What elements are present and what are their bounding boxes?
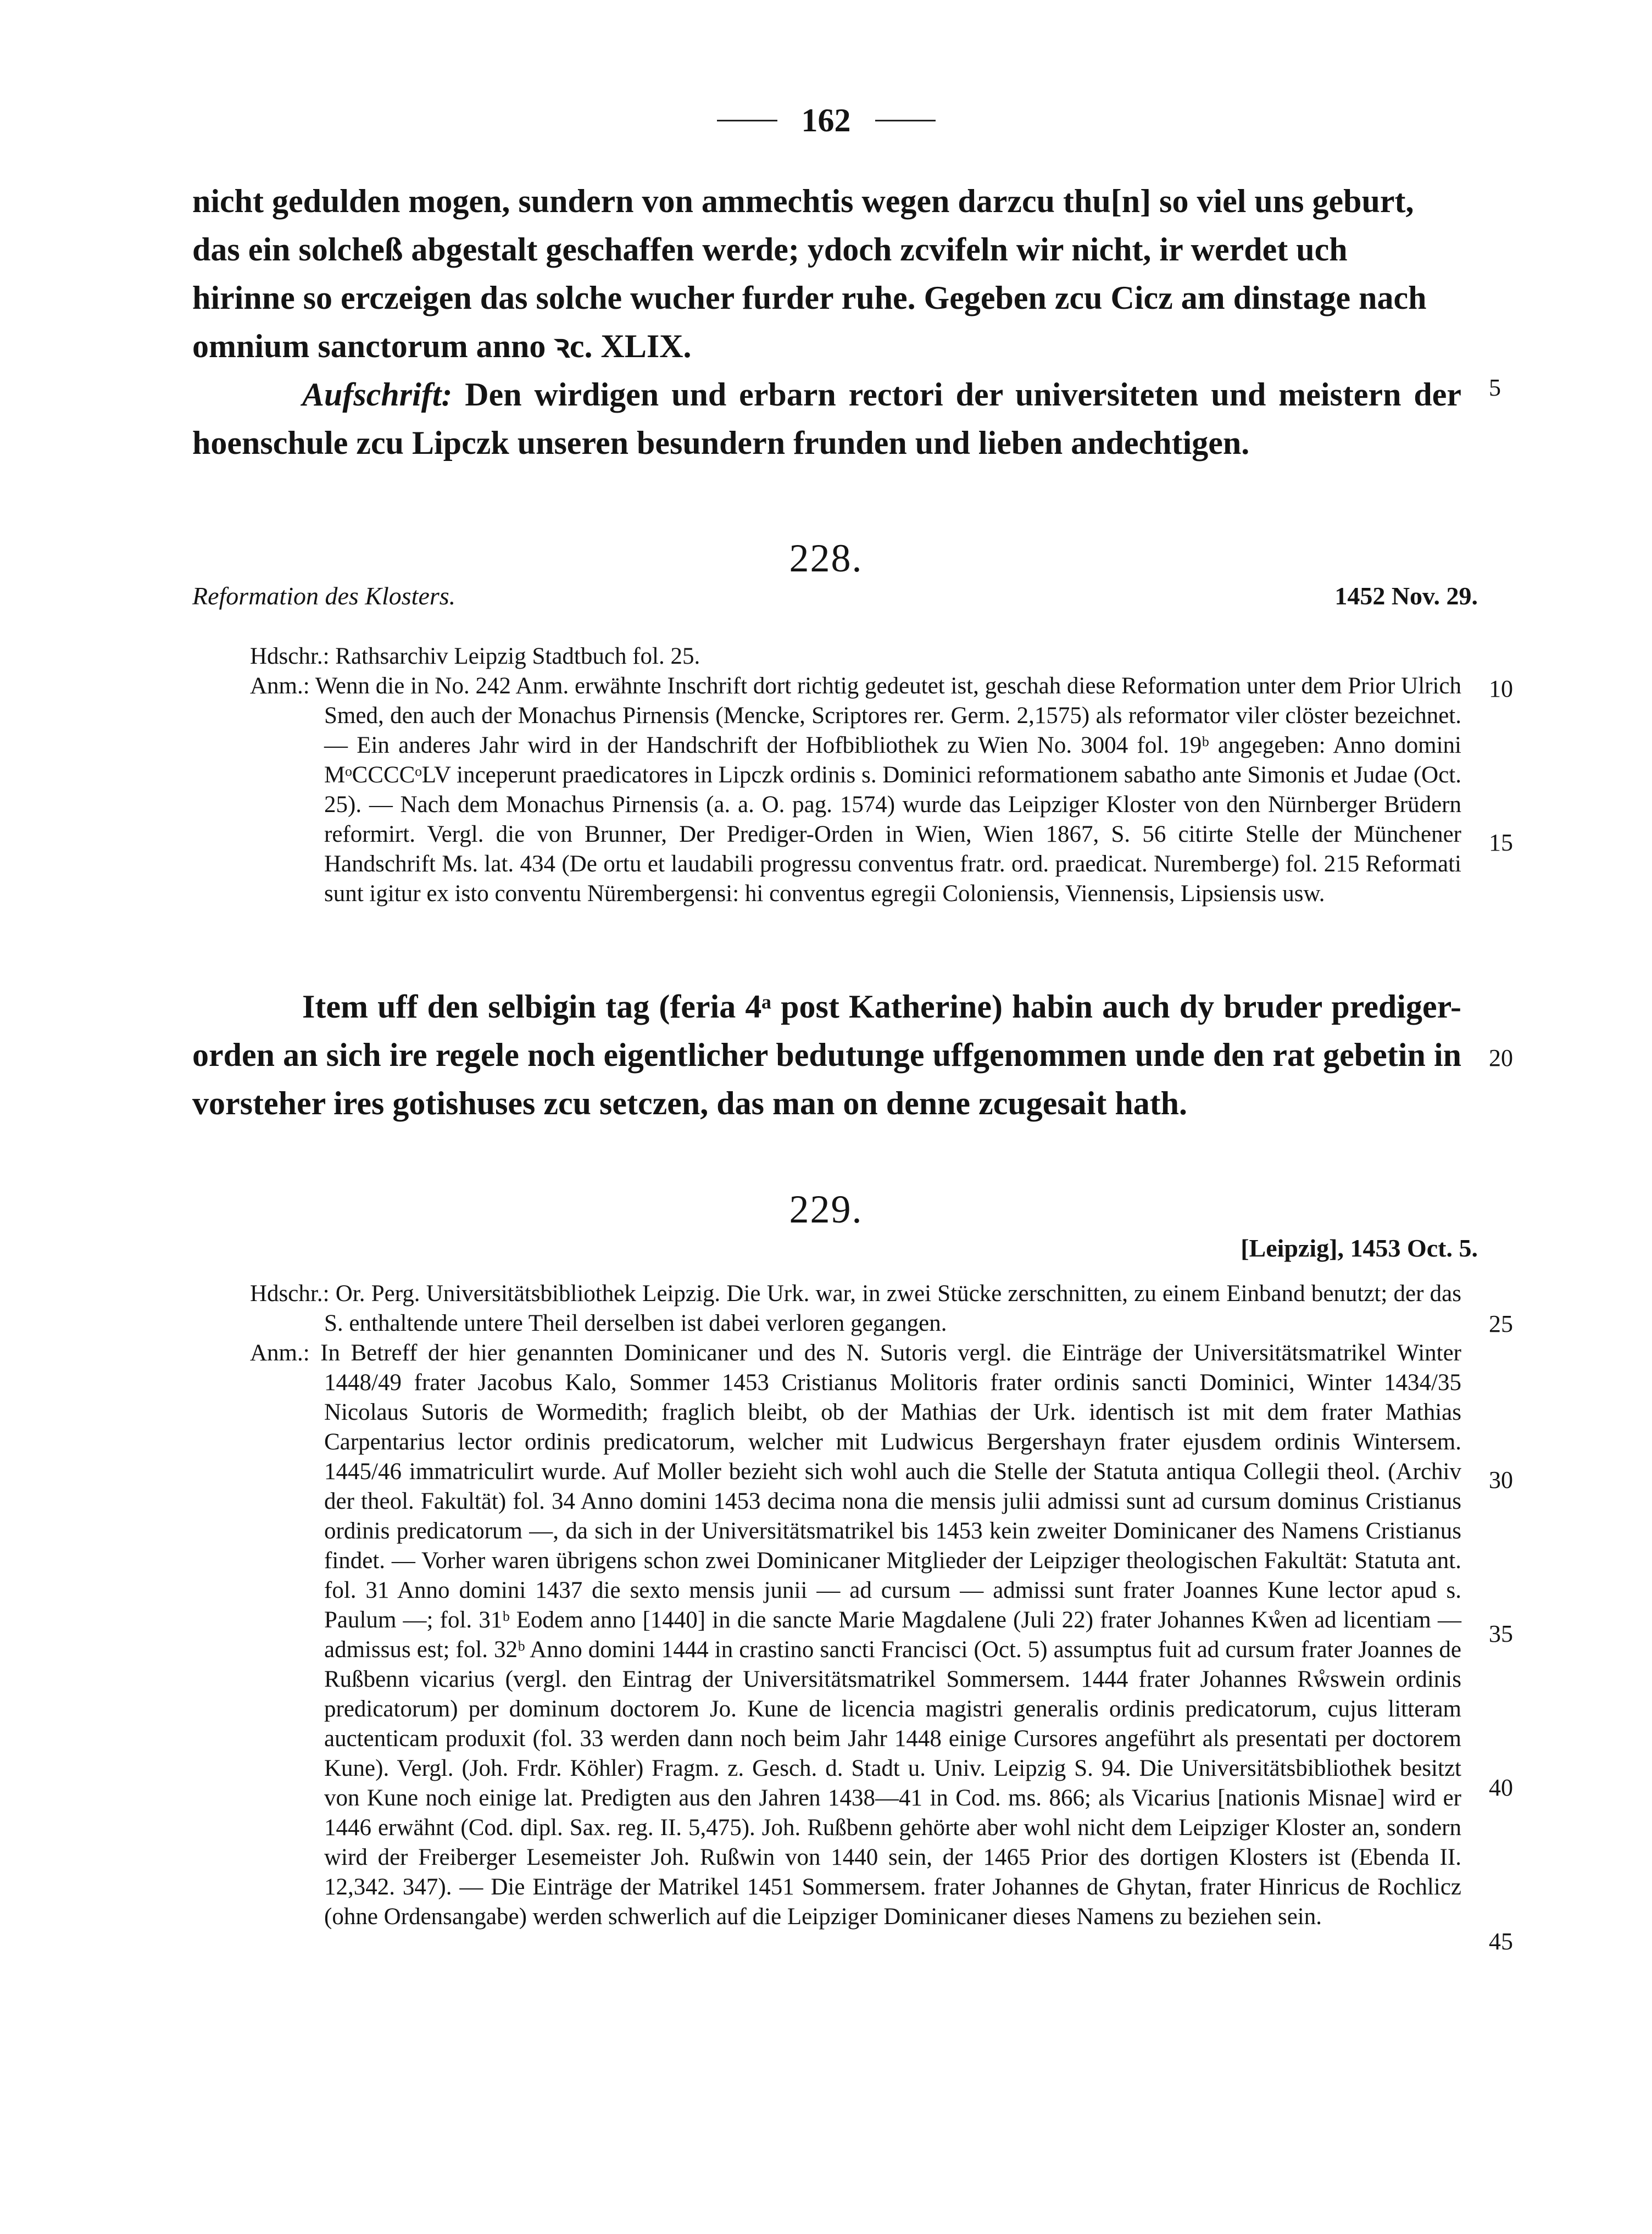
- doc228-title: Reformation des Klosters.: [192, 582, 456, 610]
- line-number: 20: [1489, 1044, 1513, 1071]
- document-number-228: 228.: [789, 536, 863, 580]
- doc228-date: 1452 Nov. 29.: [1334, 582, 1478, 610]
- letter-continuation: [192, 177, 1461, 467]
- line-number: 15: [1489, 829, 1513, 856]
- document-number-229: 229.: [789, 1187, 863, 1231]
- aufschrift-text: Den wirdigen und erbarn rectori der universiteten und meistern der hoenschule zcu Lipczk unseren besundern frunden und lieben andechtigen.: [192, 376, 1462, 461]
- running-head: [0, 102, 1652, 140]
- continuation-line: hirinne so erczeigen das solche wucher furder ruhe. Gegeben zcu Cicz am dinstage nach: [192, 280, 1427, 316]
- doc229-note-anm: Anm.: In Betreff der hier genannten Dominicaner und des N. Sutoris vergl. die Einträge der Universitätsmatrikel Winter 1448/49 frater Jacobus Kalo, Sommer 1453 Cristianus Molitoris frater ordinis sancti Dominici, Winter 1434/35 Nicolaus Sutoris de Wormedith; fraglich bleibt, ob der Mathias der Urk. identisch ist mit dem frater Mathias Carpentarius lector ordinis predicatorum, welcher mit Ludwicus Bergershayn frater ejusdem ordinis Wintersem. 1445/46 immatriculirt wurde. Auf Moller bezieht sich wohl auch die Stelle der Statuta antiqua Collegii theol. (Archiv der theol. Fakultät) fol. 34 Anno domini 1453 decima nona die mensis julii admissi sunt ad cursum dominus Cristianus ordinis predicatorum —, da sich in der Universitätsmatrikel bis 1453 kein zweiter Dominicaner des Namens Cristianus findet. — Vorher waren übrigens schon zwei Dominicaner Mitglieder der Leipziger theologischen Fakultät: Statuta ant. fol. 31 Anno domini 1437 die sexto mensis junii — ad cursum — admissi sunt frater Joannes Kune lector apud s. Paulum —; fol. 31ᵇ Eodem anno [1440] in die sancte Marie Magdalene (Juli 22) frater Johannes Kẘen ad licentiam — admissus est; fol. 32ᵇ Anno domini 1444 in crastino sancti Francisci (Oct. 5) assumptus fuit ad cursum frater Joannes de Rußbenn vicarius (vergl. den Eintrag der Universitätsmatrikel Sommersem. 1444 frater Johannes Rẘswein ordinis predicatorum) per dominum doctorem Jo. Kune de licencia magistri generalis ordinis predicatorum, cujus litteram auctenticam produxit (fol. 33 werden dann noch beim Jahr 1448 einige Cursores angeführt als presentati per doctorem Kune). Vergl. (Joh. Frdr. Köhler) Fragm. z. Gesch. d. Stadt u. Univ. Leipzig S. 94. Die Universitätsbibliothek besitzt von Kune noch einige lat. Predigten aus den Jahren 1438—41 in Cod. ms. 866; als Vicarius [nationis Misnae] wird er 1446 erwähnt (Cod. dipl. Sax. reg. II. 5,475). Joh. Rußbenn gehörte aber wohl nicht dem Leipziger Kloster an, sondern wird der Freiberger Lesemeister Joh. Rußwin von 1440 sein, der 1465 Prior des dortigen Klosters ist (Ebenda II. 12,342. 347). — Die Einträge der Matrikel 1451 Sommersem. frater Johannes de Ghytan, frater Hinricus de Rochlicz (ohne Ordensangabe) werden schwerlich auf die Leipziger Dominicaner dieses Namens zu beziehen sein.: [250, 1340, 1461, 1930]
- doc228-text: [192, 982, 1461, 1127]
- doc228-header: [192, 581, 1478, 610]
- doc229-apparatus: [250, 1279, 1461, 1932]
- page-number: 162: [801, 102, 851, 138]
- doc228-apparatus: [250, 642, 1461, 909]
- line-number: 10: [1489, 675, 1513, 702]
- line-number: 40: [1489, 1774, 1513, 1801]
- line-number: 25: [1489, 1310, 1513, 1337]
- line-number: 35: [1489, 1620, 1513, 1647]
- doc228-note-anm: Anm.: Wenn die in No. 242 Anm. erwähnte Inschrift dort richtig gedeutet ist, geschah diese Reformation unter dem Prior Ulrich Smed, den auch der Monachus Pirnensis (Mencke, Scriptores rer. Germ. 2,1575) als reformator viler clöster bezeichnet. — Ein anderes Jahr wird in der Handschrift der Hofbibliothek zu Wien No. 3004 fol. 19ᵇ angegeben: Anno domini MᵒCCCCᵒLV inceperunt praedicatores in Lipczk ordinis s. Dominici reformationem sabatho ante Simonis et Judae (Oct. 25). — Nach dem Monachus Pirnensis (a. a. O. pag. 1574) wurde das Leipziger Kloster von den Nürnberger Brüdern reformirt. Vergl. die von Brunner, Der Prediger-Orden in Wien, Wien 1867, S. 56 citirte Stelle der Münchener Handschrift Ms. lat. 434 (De ortu et laudabili progressu conventus fratr. ord. praedicat. Nuremberge) fol. 215 Reformati sunt igitur ex isto conventu Nürembergensi: hi conventus egregii Coloniensis, Viennensis, Lipsiensis usw.: [250, 673, 1461, 907]
- continuation-line: nicht gedulden mogen, sundern von ammechtis wegen darzcu thu[n] so viel uns geburt,: [192, 183, 1414, 219]
- doc228-note-hdschr: Hdschr.: Rathsarchiv Leipzig Stadtbuch fol. 25.: [250, 643, 700, 669]
- head-rule-right: [875, 120, 936, 121]
- doc229-note-hdschr: Hdschr.: Or. Perg. Universitätsbibliothek Leipzig. Die Urk. war, in zwei Stücke zerschnitten, zu einem Einband benutzt; der das S. enthaltende untere Theil derselben ist dabei verloren gegangen.: [250, 1281, 1461, 1336]
- continuation-line: das ein solcheß abgestalt geschaffen werde; ydoch zcvifeln wir nicht, ir werdet uch: [192, 231, 1348, 268]
- head-rule-left: [717, 120, 777, 121]
- line-number: 5: [1489, 374, 1501, 401]
- doc228-body: Item uff den selbigin tag (feria 4ᵃ post Katherine) habin auch dy bruder prediger-orden an sich ire regele noch eigentlicher bedutunge uffgenommen unde den rat gebetin in vorsteher ires gotishuses zcu setczen, das man on denne zcugesait hath.: [192, 988, 1461, 1121]
- doc229-date: [Leipzig], 1453 Oct. 5.: [1241, 1234, 1478, 1262]
- line-number: 45: [1489, 1928, 1513, 1955]
- aufschrift-label: Aufschrift:: [302, 376, 453, 413]
- continuation-line: omnium sanctorum anno ꝛc. XLIX.: [192, 328, 692, 364]
- aufschrift: [192, 370, 1461, 467]
- line-number: 30: [1489, 1466, 1513, 1493]
